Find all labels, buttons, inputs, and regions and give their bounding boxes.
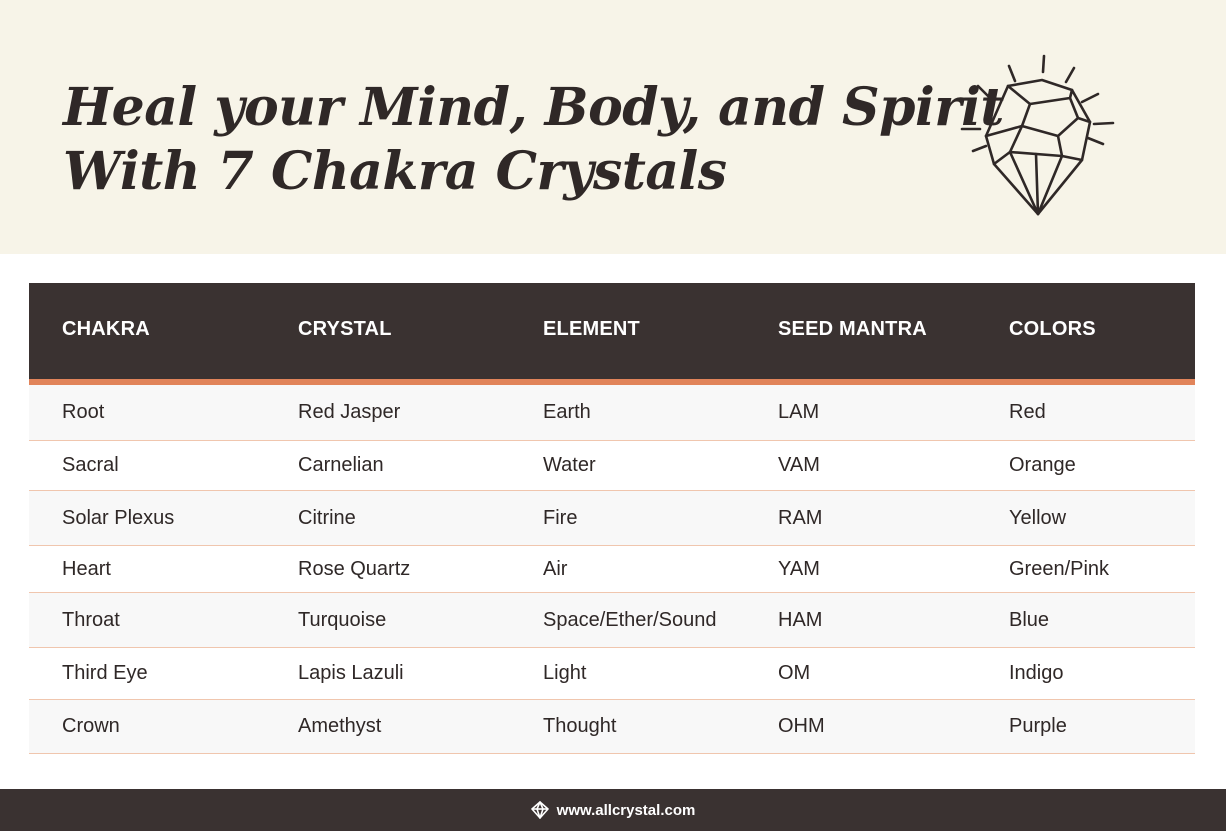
- cell-chakra: Root: [62, 401, 105, 423]
- cell-crystal: Turquoise: [298, 608, 387, 631]
- cell-color: Yellow: [1009, 506, 1067, 529]
- cell-crystal: Citrine: [298, 506, 356, 529]
- cell-seed-mantra: VAM: [778, 454, 820, 476]
- allcrystal-logo-icon: [531, 801, 549, 819]
- cell-chakra: Third Eye: [62, 662, 148, 684]
- cell-chakra: Sacral: [62, 454, 119, 476]
- table-row: [29, 593, 1195, 648]
- table-row: [29, 491, 1195, 546]
- cell-color: Purple: [1009, 715, 1067, 737]
- cell-chakra: Crown: [62, 715, 120, 737]
- column-header-crystal: CRYSTAL: [298, 318, 392, 340]
- cell-seed-mantra: LAM: [778, 401, 820, 423]
- table-row: [29, 385, 1195, 441]
- cell-color: Blue: [1009, 608, 1050, 631]
- cell-crystal: Red Jasper: [298, 401, 401, 423]
- cell-seed-mantra: RAM: [778, 506, 823, 529]
- chakra-table: [29, 283, 1195, 754]
- table-row: [29, 648, 1195, 700]
- header-banner: [0, 0, 1226, 254]
- table-body: [29, 385, 1195, 754]
- cell-element: Air: [543, 557, 568, 580]
- title-line-1: Heal your Mind, Body, and Spirit: [63, 77, 1004, 138]
- cell-crystal: Rose Quartz: [298, 557, 411, 580]
- footer-bar: [0, 789, 1226, 831]
- cell-color: Indigo: [1009, 662, 1064, 684]
- cell-element: Space/Ether/Sound: [543, 608, 717, 631]
- column-header-seed-mantra: SEED MANTRA: [778, 318, 927, 340]
- cell-element: Fire: [543, 506, 578, 529]
- cell-element: Light: [543, 662, 587, 684]
- cell-crystal: Lapis Lazuli: [298, 662, 404, 684]
- cell-element: Thought: [543, 715, 617, 737]
- cell-seed-mantra: OHM: [778, 715, 825, 737]
- footer-url[interactable]: www.allcrystal.com: [556, 801, 696, 819]
- cell-seed-mantra: YAM: [778, 557, 820, 580]
- page-title: [63, 76, 1004, 204]
- cell-chakra: Throat: [62, 608, 120, 631]
- table-row: [29, 441, 1195, 491]
- table-row: [29, 700, 1195, 754]
- cell-element: Water: [543, 454, 596, 476]
- cell-chakra: Solar Plexus: [62, 506, 175, 529]
- table-row: [29, 546, 1195, 593]
- cell-seed-mantra: HAM: [778, 608, 823, 631]
- column-header-chakra: CHAKRA: [62, 318, 150, 340]
- cell-crystal: Carnelian: [298, 454, 384, 476]
- cell-element: Earth: [543, 401, 591, 423]
- cell-color: Red: [1009, 401, 1046, 423]
- cell-chakra: Heart: [62, 557, 111, 580]
- cell-color: Orange: [1009, 454, 1076, 476]
- cell-crystal: Amethyst: [298, 715, 382, 737]
- title-line-2: With 7 Chakra Crystals: [63, 141, 727, 202]
- cell-seed-mantra: OM: [778, 662, 811, 684]
- cell-color: Green/Pink: [1009, 557, 1110, 580]
- crystal-icon: [958, 52, 1118, 220]
- table-header: [29, 283, 1195, 385]
- column-header-element: ELEMENT: [543, 318, 640, 340]
- column-header-colors: COLORS: [1009, 318, 1096, 340]
